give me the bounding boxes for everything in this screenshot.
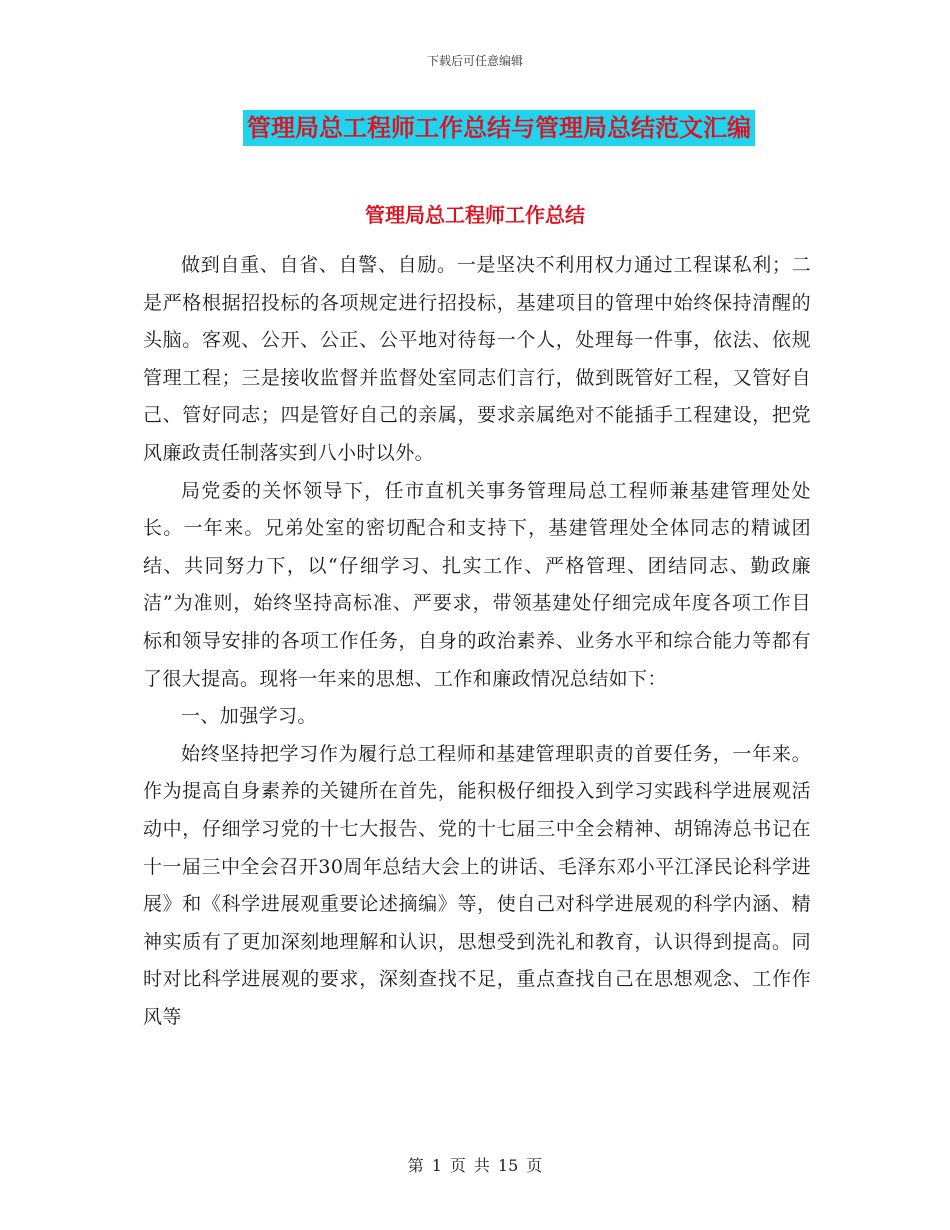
page-number: 1: [431, 1156, 442, 1175]
footer-total-label: 共: [473, 1156, 490, 1175]
document-title-container: [0, 110, 950, 146]
document-body: [143, 247, 811, 1036]
footer-page-label: 页: [449, 1156, 466, 1175]
paragraph-heading: 一、加强学习。: [181, 705, 317, 728]
paragraph: 做到自重、自省、自警、自励。一是坚决不利用权力通过工程谋私利；二是严格根据招投标的各项规定进行招投标，基建项目的管理中始终保持清醒的头脑。客观、公开、公正、公平地对待每一个人，处理每一件事，依法、依规管理工程；三是接收监督并监督处室同志们言行，做到既管好工程，又管好自己、管好同志；四是管好自己的亲属，要求亲属绝对不能插手工程建设，把党风廉政责任制落实到八小时以外。: [143, 254, 811, 464]
paragraph: 局党委的关怀领导下，任市直机关事务管理局总工程师兼基建管理处处长。一年来。兄弟处室的密切配合和支持下，基建管理处全体同志的精诚团结、共同努力下，以“仔细学习、扎实工作、严格管理、团结同志、勤政廉洁”为准则，始终坚持高标准、严要求，带领基建处仔细完成年度各项工作目标和领导安排的各项工作任务，自身的政治素养、业务水平和综合能力等都有了很大提高。现将一年来的思想、工作和廉政情况总结如下：: [143, 479, 811, 690]
footer-suffix: 页: [526, 1156, 543, 1175]
document-title: 管理局总工程师工作总结与管理局总结范文汇编: [243, 110, 755, 146]
page-footer: [0, 1153, 950, 1176]
section-title: 管理局总工程师工作总结: [365, 203, 585, 227]
header-note: 下载后可任意编辑: [426, 54, 523, 68]
footer-prefix: 第: [407, 1156, 424, 1175]
total-pages: 15: [497, 1156, 519, 1175]
paragraph: 始终坚持把学习作为履行总工程师和基建管理职责的首要任务，一年来。作为提高自身素养的关键所在首先，能积极仔细投入到学习实践科学进展观活动中，仔细学习党的十七大报告、党的十七届三中全会精神、胡锦涛总书记在十一届三中全会召开30周年总结大会上的讲话、毛泽东邓小平江泽民论科学进展》和《科学进展观重要论述摘编》等，使自己对科学进展观的科学内涵、精神实质有了更加深刻地理解和认识，思想受到洗礼和教育，认识得到提高。同时对比科学进展观的要求，深刻查找不足，重点查找自己在思想观念、工作作风等: [143, 742, 811, 1028]
